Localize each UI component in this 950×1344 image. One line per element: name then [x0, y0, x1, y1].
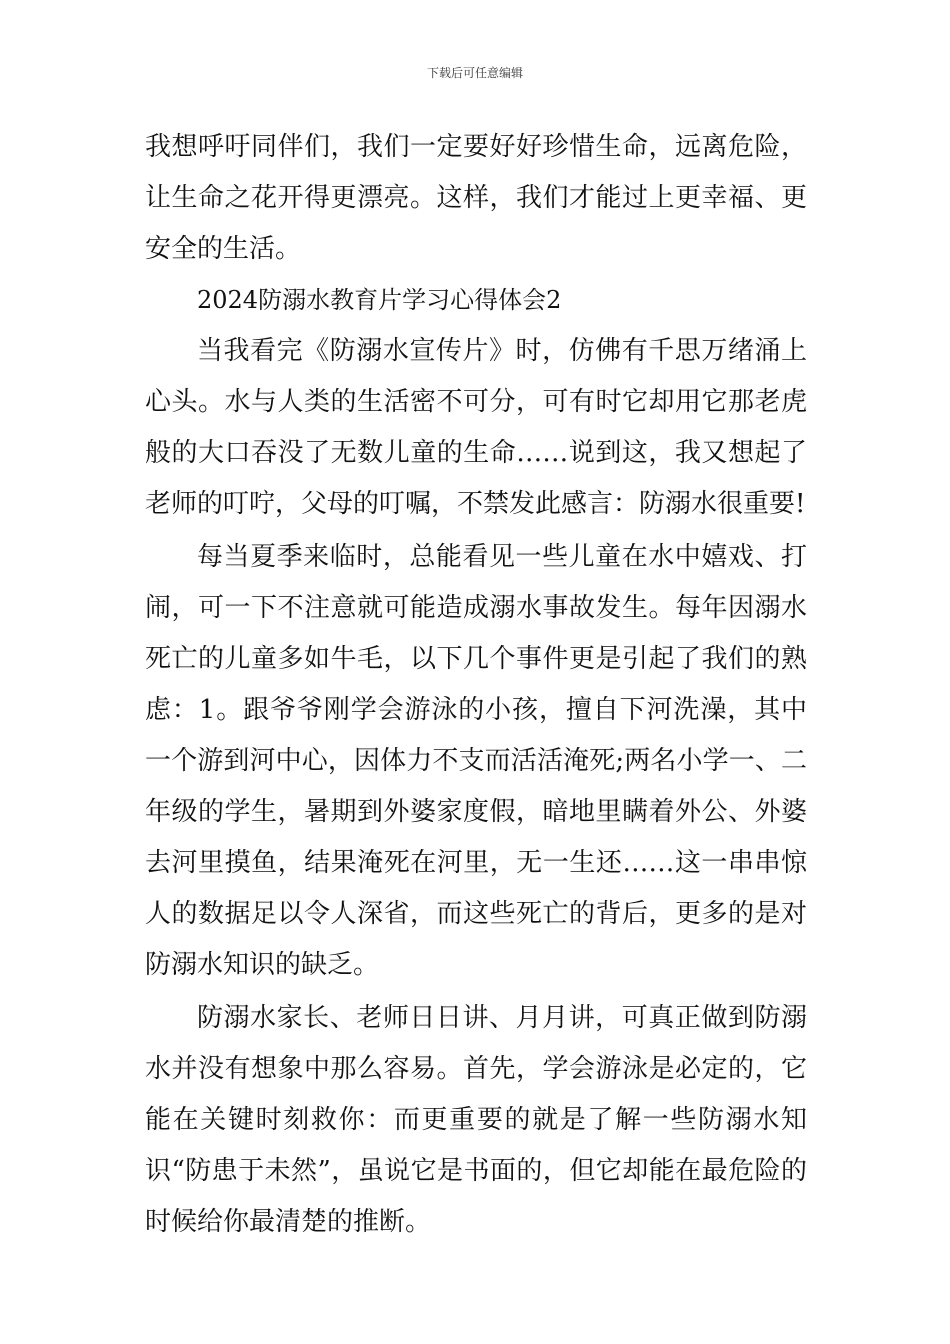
section-title: 2024防溺水教育片学习心得体会2: [197, 286, 562, 314]
page-header-note: 下载后可任意编辑: [426, 66, 523, 80]
paragraph-prevention: 防溺水家长、老师日日讲、月月讲，可真正做到防溺水并没有想象中那么容易。首先，学会游泳是必定的，它能在关键时刻救你：而更重要的就是了解一些防溺水知识“防患于未然”，虽说它是书面的，但它却能在最危险的时候给你最清楚的推断。: [145, 1003, 807, 1237]
document-body: [145, 122, 807, 1248]
paragraph-closing-call: 我想呼吁同伴们，我们一定要好好珍惜生命，远离危险，让生命之花开得更漂亮。这样，我们才能过上更幸福、更安全的生活。: [145, 132, 807, 264]
paragraph-after-film: 当我看完《防溺水宣传片》时，仿佛有千思万绪涌上心头。水与人类的生活密不可分，可有时它却用它那老虎般的大口吞没了无数儿童的生命……说到这，我又想起了老师的叮咛，父母的叮嘱，不禁发此感言：防溺水很重要!: [145, 336, 807, 519]
paragraph-summer-accidents: 每当夏季来临时，总能看见一些儿童在水中嬉戏、打闹，可一下不注意就可能造成溺水事故发生。每年因溺水死亡的儿童多如牛毛，以下几个事件更是引起了我们的熟虑：1。跟爷爷刚学会游泳的小孩，擅自下河洗澡，其中一个游到河中心，因体力不支而活活淹死;两名小学一、二年级的学生，暑期到外婆家度假，暗地里瞒着外公、外婆去河里摸鱼，结果淹死在河里，无一生还……这一串串惊人的数据足以令人深省，而这些死亡的背后，更多的是对防溺水知识的缺乏。: [145, 542, 807, 980]
